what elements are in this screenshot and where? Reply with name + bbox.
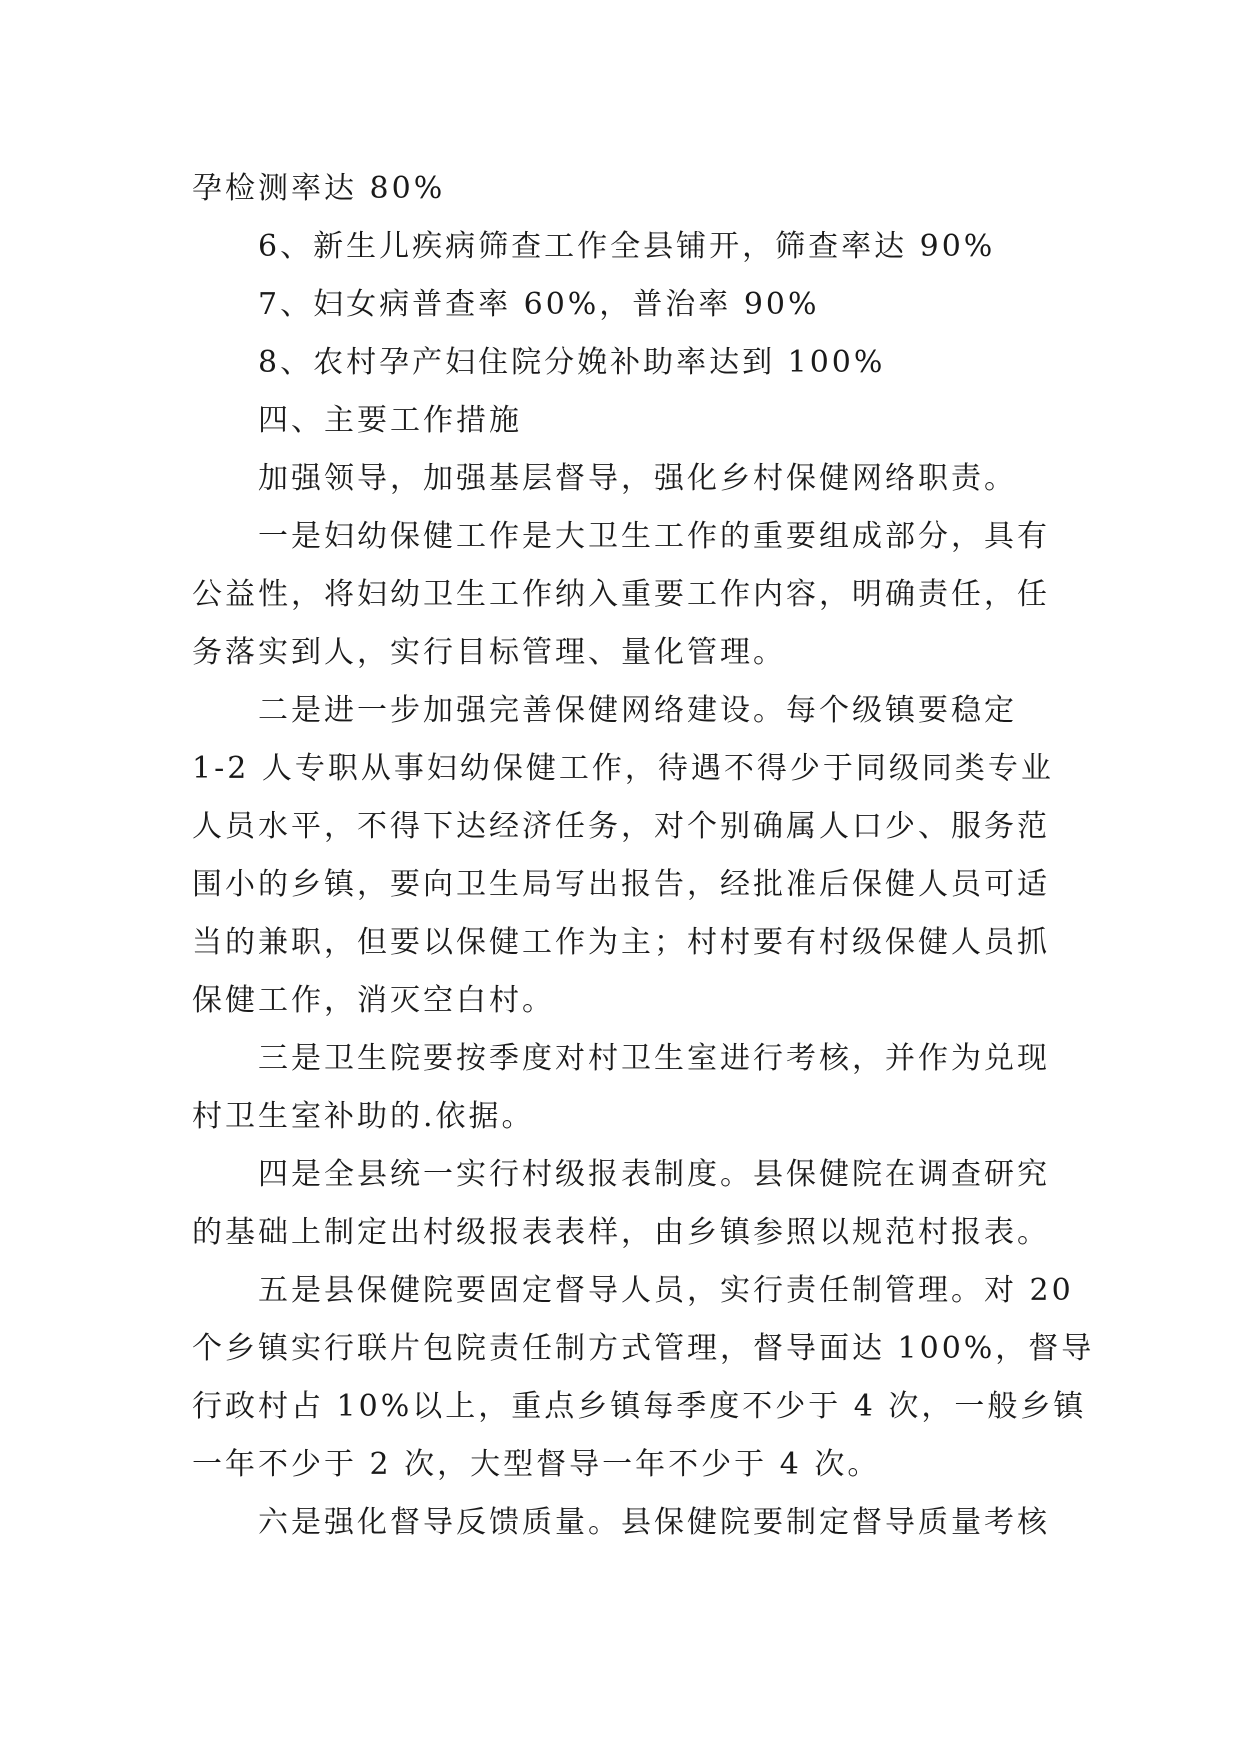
text-line: 保健工作，消灭空白村。 [192,983,555,1018]
document-body [192,160,1095,1552]
text-line: 一是妇幼保健工作是大卫生工作的重要组成部分，具有 [258,519,1050,554]
text-line: 1-2 人专职从事妇幼保健工作，待遇不得少于同级同类专业 [192,751,1054,786]
text-line: 7、妇女病普查率 60%，普治率 90% [258,287,820,322]
text-line: 二是进一步加强完善保健网络建设。每个级镇要稳定 [258,693,1017,728]
text-line: 6、新生儿疾病筛查工作全县铺开，筛查率达 90% [258,229,996,264]
text-line: 人员水平，不得下达经济任务，对个别确属人口少、服务范 [192,809,1050,844]
text-line: 五是县保健院要固定督导人员，实行责任制管理。对 20 [258,1273,1074,1308]
text-line: 加强领导，加强基层督导，强化乡村保健网络职责。 [258,461,1017,496]
text-line: 8、农村孕产妇住院分娩补助率达到 100% [258,345,886,380]
text-line: 行政村占 10%以上，重点乡镇每季度不少于 4 次，一般乡镇 [192,1389,1087,1424]
text-line: 务落实到人，实行目标管理、量化管理。 [192,635,786,670]
section-heading: 四、主要工作措施 [258,403,522,438]
text-line: 六是强化督导反馈质量。县保健院要制定督导质量考核 [258,1505,1050,1540]
text-line: 当的兼职，但要以保健工作为主；村村要有村级保健人员抓 [192,925,1050,960]
text-line: 一年不少于 2 次，大型督导一年不少于 4 次。 [192,1447,881,1482]
text-line: 围小的乡镇，要向卫生局写出报告，经批准后保健人员可适 [192,867,1050,902]
text-line: 三是卫生院要按季度对村卫生室进行考核，并作为兑现 [258,1041,1050,1076]
text-line: 四是全县统一实行村级报表制度。县保健院在调查研究 [258,1157,1050,1192]
text-line: 个乡镇实行联片包院责任制方式管理，督导面达 100%，督导 [192,1331,1095,1366]
text-line: 公益性，将妇幼卫生工作纳入重要工作内容，明确责任，任 [192,577,1050,612]
text-line: 的基础上制定出村级报表表样，由乡镇参照以规范村报表。 [192,1215,1050,1250]
text-line: 孕检测率达 80% [192,171,446,206]
text-line: 村卫生室补助的.依据。 [192,1099,535,1134]
